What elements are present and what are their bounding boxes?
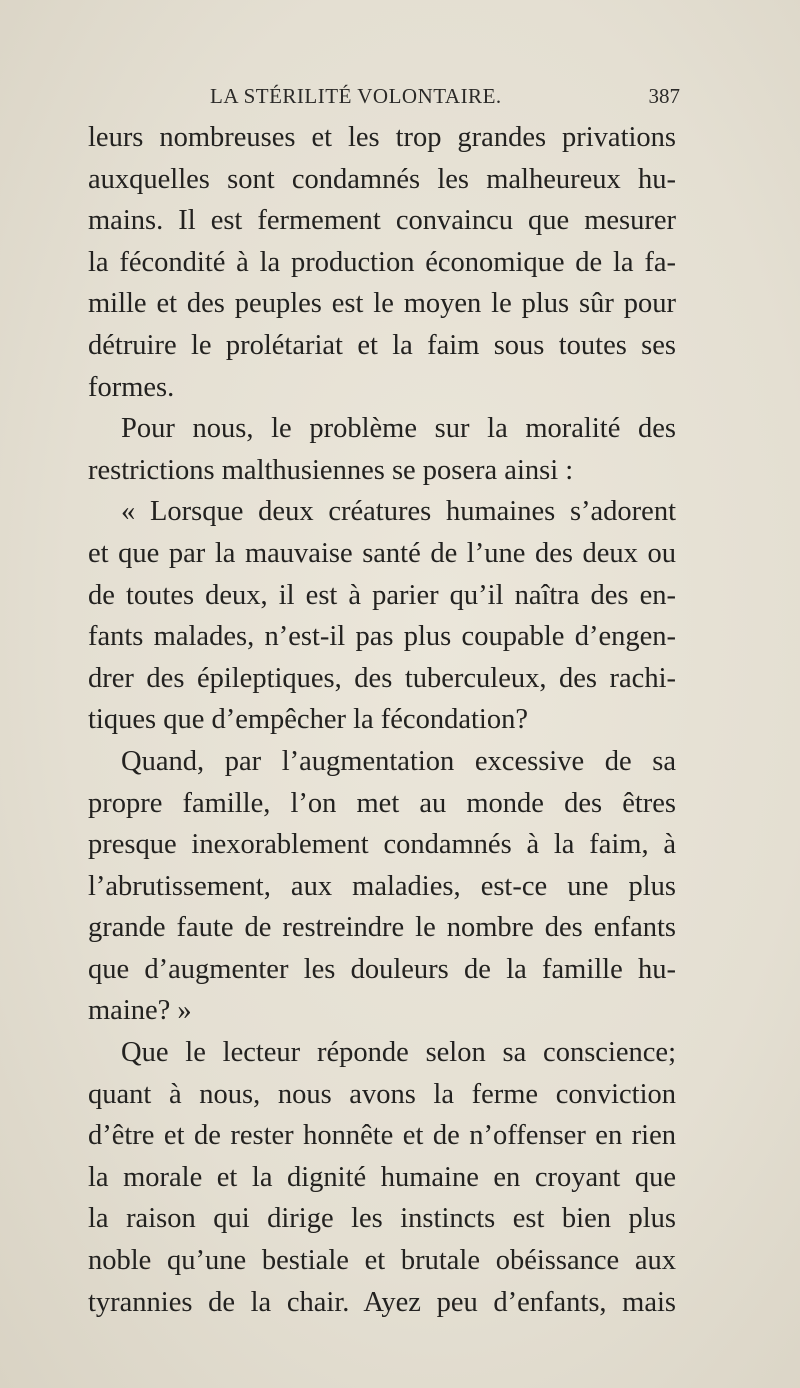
text-line: la raison qui dirige les instincts est bien plus <box>88 1203 676 1235</box>
running-head <box>210 80 680 116</box>
text-line: d’être et de rester honnête et de n’offenser en rien <box>88 1120 676 1152</box>
text-line: drer des épileptiques, des tuberculeux, des rachi- <box>88 662 676 694</box>
text-line: détruire le prolétariat et la faim sous toutes ses <box>88 329 676 361</box>
text-line: Quand, par l’augmentation excessive de sa <box>121 745 676 777</box>
page-number: 387 <box>648 84 680 108</box>
text-line: l’abrutissement, aux maladies, est-ce une plus <box>88 870 676 902</box>
text-line: Que le lecteur réponde selon sa conscience; <box>121 1037 676 1069</box>
paragraph <box>88 408 676 491</box>
text-line: leurs nombreuses et les trop grandes privations <box>88 122 676 153</box>
paragraph <box>88 1032 676 1323</box>
paragraph <box>88 741 676 1032</box>
text-line: fants malades, n’est-il pas plus coupable d’engen- <box>88 621 676 653</box>
text-line: la fécondité à la production économique de la fa- <box>88 246 676 278</box>
text-line: mille et des peuples est le moyen le plus sûr pour <box>88 288 676 320</box>
running-title: LA STÉRILITÉ VOLONTAIRE. <box>210 84 502 108</box>
text-line: tiques que d’empêcher la fécondation? <box>88 704 528 736</box>
text-line: quant à nous, nous avons la ferme conviction <box>88 1078 676 1110</box>
text-line: et que par la mauvaise santé de l’une des deux ou <box>88 537 676 569</box>
text-line: presque inexorablement condamnés à la faim, à <box>88 829 676 861</box>
body-text <box>88 117 676 1323</box>
text-line: Pour nous, le problème sur la moralité des <box>121 413 676 445</box>
text-line: la morale et la dignité humaine en croyant que <box>88 1161 676 1193</box>
text-line: noble qu’une bestiale et brutale obéissance aux <box>88 1245 676 1277</box>
text-line: formes. <box>88 371 175 403</box>
text-line: de toutes deux, il est à parier qu’il naîtra des en- <box>88 579 676 611</box>
paragraph <box>88 117 676 408</box>
text-line: tyrannies de la chair. Ayez peu d’enfants, mais <box>88 1286 676 1318</box>
text-line: maine? » <box>88 995 192 1027</box>
text-line: « Lorsque deux créatures humaines s’adorent <box>121 496 676 528</box>
text-line: propre famille, l’on met au monde des êtres <box>88 787 676 819</box>
text-line: auxquelles sont condamnés les malheureux hu- <box>88 163 676 195</box>
text-line: que d’augmenter les douleurs de la famille hu- <box>88 953 676 985</box>
text-line: grande faute de restreindre le nombre des enfants <box>88 912 676 944</box>
text-line: mains. Il est fermement convaincu que mesurer <box>88 205 676 237</box>
paragraph <box>88 491 676 741</box>
text-line: restrictions malthusiennes se posera ainsi : <box>88 454 574 486</box>
